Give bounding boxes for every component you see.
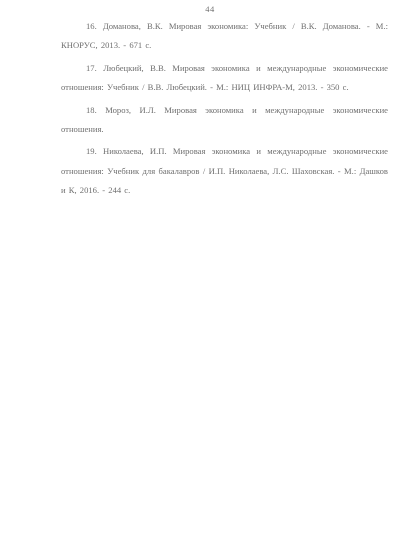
- reference-text: Николаева, И.П. Мировая экономика и международные экономические отношения: Учебник для бакалавров / И.П. Николаева, Л.С. Шаховская. - М.: Дашков и К, 2016. - 244 с.: [61, 146, 388, 196]
- reference-item: [61, 101, 388, 140]
- reference-item: [61, 59, 388, 98]
- reference-text: Мороз, И.Л. Мировая экономика и международные экономические отношения.: [61, 104, 388, 135]
- reference-text: Доманова, В.К. Мировая экономика: Учебник / В.К. Доманова. - М.: КНОРУС, 2013. - 671 с.: [61, 21, 388, 51]
- reference-text: Любецкий, В.В. Мировая экономика и международные экономические отношения: Учебник / В.В. Любецкий. - М.: НИЦ ИНФРА-М, 2013. - 350 с.: [61, 62, 388, 93]
- reference-number: 18.: [86, 104, 97, 115]
- reference-number: 16.: [86, 21, 97, 31]
- reference-item: [61, 17, 388, 56]
- reference-item: [61, 142, 388, 200]
- reference-number: 17.: [86, 62, 97, 73]
- reference-list: [61, 17, 388, 204]
- reference-number: 19.: [86, 146, 97, 157]
- page-number: 44: [205, 4, 215, 14]
